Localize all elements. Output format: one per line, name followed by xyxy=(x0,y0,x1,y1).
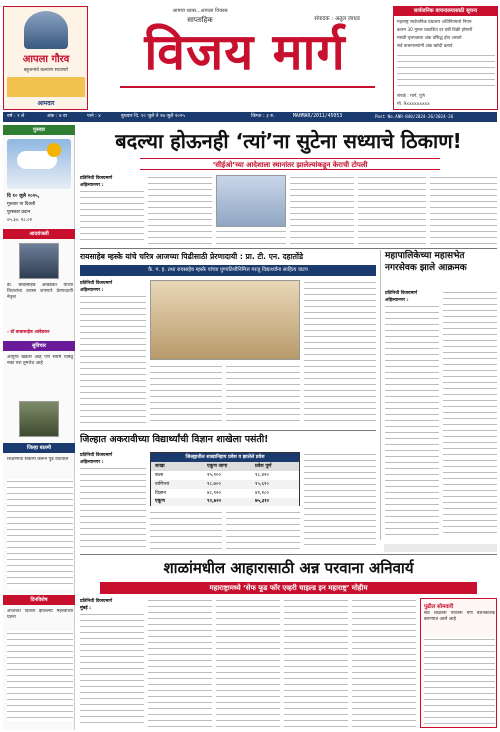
story5-col-1 xyxy=(80,612,144,728)
table-cell: ४८,९२० xyxy=(207,491,221,496)
sidebar-date-line: दि १० जुलै २०२५, xyxy=(7,194,40,199)
right-ad xyxy=(384,544,497,552)
story2-byline: प्रतिनिधी विजयमार्ग xyxy=(80,281,113,286)
sidebar-officer-photo xyxy=(19,401,59,437)
notice-line: मराठी वृत्तपत्राचा अंक प्रसिद्ध होत असतो xyxy=(397,36,462,41)
story5-col-3 xyxy=(216,598,280,728)
ad-tagline: बहुजनांचे कल्याण साधणारे xyxy=(23,68,69,73)
ad-name: आमदार xyxy=(37,100,55,107)
notice-body xyxy=(397,53,495,89)
lead-byline: प्रतिनिधी विजयमार्ग xyxy=(80,176,113,181)
story3-headline: महापालिकेच्या महासभेत नगरसेवक झाले आक्रमक xyxy=(385,251,467,273)
dateline-price: किंमत : ३ रु. xyxy=(251,114,275,119)
story4-table xyxy=(150,452,300,506)
story4-byline: प्रतिनिधी विजयमार्ग xyxy=(80,453,113,458)
lead-col-2 xyxy=(148,175,212,245)
dateline-pages: पाने : ४ xyxy=(87,114,101,119)
table-header-row xyxy=(151,462,299,471)
story2-col-4 xyxy=(304,280,376,424)
lead-col-5 xyxy=(430,175,497,245)
lead-story xyxy=(80,125,497,247)
side-box-title: पुढील सोमवारी xyxy=(424,604,454,610)
sidebar-news-body xyxy=(7,479,73,589)
masthead-title: विजय मार्ग xyxy=(144,22,346,81)
story2-col-3 xyxy=(226,364,300,424)
dateline-year: वर्ष : १ ले xyxy=(7,114,25,119)
masthead xyxy=(0,0,500,112)
vichar-text: आयुष्य खडतर आहे पण संघर्ष थांबवू नका यश तुमचेच आहे xyxy=(7,355,73,366)
story5-subhead: महाराष्ट्रामध्ये ‘सेफ फूड फॉर एव्हरी चाइल्ड इन महाराष्ट्र’ मोहीम xyxy=(100,582,477,594)
table-cell: ९२,७२० xyxy=(207,499,222,504)
sidebar-news-text: शिक्षणाचा संकल्प करून पुढे वाटचाल xyxy=(7,457,69,462)
story5-place: मुंबई : xyxy=(80,606,92,611)
story-science xyxy=(80,432,380,552)
left-sidebar xyxy=(3,125,75,730)
story4-col-3 xyxy=(226,510,300,550)
table-cell: विज्ञान xyxy=(155,491,166,496)
table-header-cell: शाखा xyxy=(155,464,165,469)
lead-col-3 xyxy=(290,175,354,245)
sidebar-date-line: गुरुवार या दिवशी xyxy=(7,202,36,207)
notice-line: कलम 30 नुसार प्रकाशित दर वर्षी विक्री होणारी xyxy=(397,28,473,33)
notice-line: मो. 9xxxxxxxxx xyxy=(397,102,430,107)
story2-group-photo xyxy=(150,280,300,360)
story-food-license xyxy=(80,556,497,730)
masthead-left-ad xyxy=(3,6,88,110)
masthead-paper-type: साप्ताहिक xyxy=(187,16,213,24)
memorial-label: आदरांजली xyxy=(3,229,75,239)
notice-line: सर्व वाचनालयांनी अंक खरेदी करावे xyxy=(397,44,453,49)
story5-headline: शाळांमधील आहारासाठी अन्न परवाना अनिवार्य xyxy=(163,559,414,577)
story4-col-1 xyxy=(80,466,146,550)
lead-photo-caption xyxy=(216,229,286,245)
story5-col-2 xyxy=(148,598,212,728)
table-cell: वाणिज्य xyxy=(155,482,170,487)
memorial-text: डॉ. बाबासाहेब आंबेडकर यांच्या विचारांचा वारसा जपणारे प्रेरणादायी नेतृत्व xyxy=(7,283,73,300)
story2-col-2 xyxy=(150,364,222,424)
story4-col-2 xyxy=(150,510,222,550)
table-cell: २५,१०० xyxy=(207,473,221,478)
story4-place: अहिल्यानगर : xyxy=(80,460,104,465)
table-cell: १८,७०० xyxy=(207,482,221,487)
title-underline xyxy=(120,86,375,88)
story5-col-5 xyxy=(352,598,416,728)
story2-col-1 xyxy=(80,294,146,424)
story5-side-box xyxy=(420,598,497,728)
memorial-name: - डॉ बाबासाहेब आंबेडकर xyxy=(7,330,50,335)
divider xyxy=(80,554,497,555)
library-notice xyxy=(393,6,498,110)
lead-col-1 xyxy=(80,189,144,245)
story4-headline: जिल्हात अकरावीच्या विद्यार्थ्यांची विज्ञान शाखेला पसंती! xyxy=(80,434,269,445)
table-cell: कला xyxy=(155,473,164,478)
table-row xyxy=(151,480,299,489)
divider xyxy=(80,248,497,249)
table-cell: १८,४२० xyxy=(255,473,269,478)
table-row xyxy=(151,471,299,480)
masthead-editor: संपादक : अतुल जाधव xyxy=(314,16,360,22)
side-box-body xyxy=(424,637,495,725)
ad-portrait xyxy=(24,11,68,49)
dateline-postal: Post No.ANR-040/2024-26/2024-26 xyxy=(375,114,454,119)
table-row xyxy=(151,489,299,498)
table-cell: ४१,२८० xyxy=(255,491,269,496)
sidebar-news-label: जिल्हा बातमी xyxy=(3,443,75,453)
table-caption: जिल्ह्यातील शाखानिहाय प्रवेश व झालेले प्रवेश xyxy=(151,453,299,462)
divider xyxy=(80,430,376,431)
table-cell: १५,६१० xyxy=(255,482,269,487)
sidebar-date-line: ०५.३०. १८.०१ xyxy=(7,218,32,223)
memorial-portrait xyxy=(19,243,59,279)
notice-title: सार्वजनिक वाचनालयासाठी सूचना xyxy=(394,7,497,16)
notice-line: महाराष्ट्र सार्वजनिक ग्रंथालय अधिनियमाचे नियम xyxy=(397,20,472,25)
story-raisaheb xyxy=(80,250,376,428)
story3-col-2 xyxy=(443,290,497,536)
sidebar-bottom-text: आजच्या दिवशी झालेल्या महत्त्वाच्या घटना xyxy=(7,609,73,620)
sidebar-date-line: पुरस्कार प्रदान xyxy=(7,210,31,215)
story-mahapalika xyxy=(380,250,497,540)
ad-strip xyxy=(7,77,85,97)
sidebar-bottom-body xyxy=(7,631,73,721)
story5-col-4 xyxy=(284,598,348,728)
story2-headline: रायसाहेब म्हस्के यांचे चरित्र आजच्या पिढीसाठी प्रेरणादायी : प्रा. टी. एन. दहातोंडे xyxy=(80,252,304,261)
ad-caption: आपला गौरव xyxy=(22,54,70,65)
sun-icon xyxy=(47,143,61,157)
story3-byline: प्रतिनिधी विजयमार्ग xyxy=(385,291,418,296)
table-cell: ७५,३१० xyxy=(255,499,270,504)
story3-col-1 xyxy=(385,304,439,536)
lead-col-4 xyxy=(358,175,426,245)
table-row xyxy=(151,498,299,506)
weather-illustration xyxy=(7,139,71,189)
story3-place: अहिल्यानगर : xyxy=(385,298,409,303)
dateline-date: बुधवार दि. १० जुलै ते १७ जुलै २०२५ xyxy=(121,114,185,119)
sidebar-section-label: गुरुवार xyxy=(3,125,75,135)
table-header-cell: प्रवेश पूर्ण xyxy=(255,464,272,469)
table-header-cell: एकूण जागा xyxy=(207,464,228,469)
vichar-label: सुविचार xyxy=(3,341,75,351)
dateline-issue: अंक : ७ वा xyxy=(47,114,67,119)
story2-place: अहिल्यानगर : xyxy=(80,288,104,293)
dateline-reg: MAHMAR/2011/45053 xyxy=(293,114,343,119)
story5-byline: प्रतिनिधी विजयमार्ग xyxy=(80,599,113,604)
lead-place: अहिल्यानगर : xyxy=(80,183,104,188)
notice-line: संपर्क : मार्ग, पुणे xyxy=(397,94,425,99)
lead-headline: बदल्या होऊनही ‘त्यां’ना सुटेना सध्याचे ठिकाण! xyxy=(115,129,462,153)
side-box-text: सर्व शाळांनी परवाना घेणे बंधनकारक करण्यात आले आहे xyxy=(424,611,495,622)
dateline-bar xyxy=(3,112,497,122)
story2-subhead: कै. ग. ह. तथा रायसाहेब म्हस्के यांच्या पुण्यतिथीनिमित्त गरजू विद्यार्थ्यांना साहित्य वाटप xyxy=(80,265,376,276)
masthead-tagline: आमचा ध्यास...आपला विकास xyxy=(172,8,228,14)
sidebar-bottom-label: दिनविशेष xyxy=(3,595,75,605)
story4-col-4 xyxy=(304,452,376,550)
table-cell: एकूण xyxy=(155,499,165,504)
lead-photo xyxy=(216,175,286,227)
lead-subhead: ‘सीईओ’च्या आदेशाला स्थानांतर झालेल्यांकडून केराची टोपली xyxy=(140,158,440,170)
